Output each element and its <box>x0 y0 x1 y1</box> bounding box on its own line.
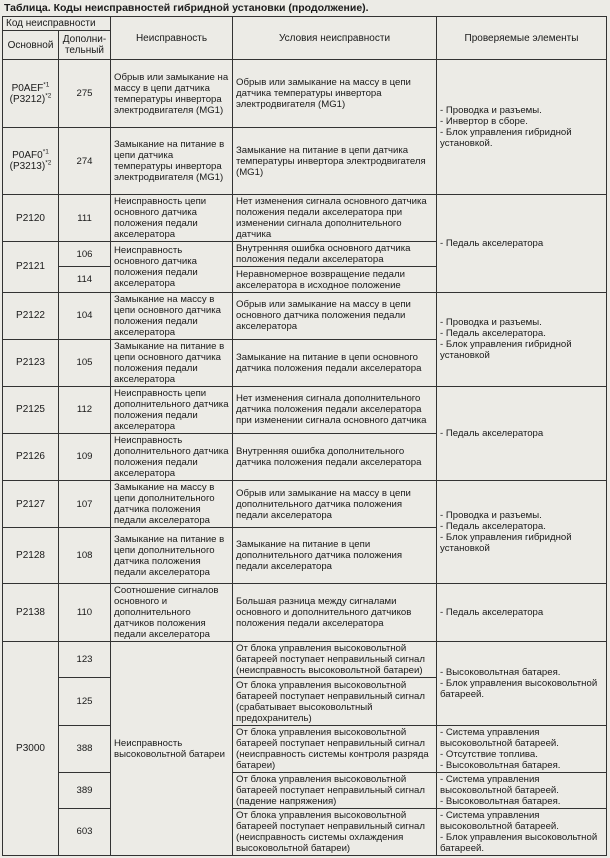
extra-code-cell: 104 <box>59 292 111 339</box>
main-code-cell: P0AEF$^{*1}$ $(P3212)^{*2}$ <box>3 60 59 128</box>
fault-cell: Замыкание на питание в цепи дополнительного датчика положения педали акселератора <box>111 528 233 584</box>
main-code-cell: P2126 <box>3 433 59 480</box>
condition-cell: От блока управления высоковольтной батареей поступает неправильный сигнал (неисправность системы охлаждения высоковольтной батареи) <box>233 808 437 855</box>
check-item: - Проводка и разъемы. <box>440 510 603 521</box>
check-item: - Система управления высоковольтной батареей. <box>440 774 603 796</box>
condition-cell: От блока управления высоковольтной батареей поступает неправильный сигнал (срабатывает высоковольтный предохранитель) <box>233 678 437 725</box>
extra-code-cell: 111 <box>59 195 111 242</box>
checks-cell <box>437 292 607 386</box>
main-code-cell: P2123 <box>3 339 59 386</box>
table-caption: Таблица. Коды неисправностей гибридной установки (продолжение). <box>4 2 369 14</box>
checks-cell <box>437 480 607 583</box>
fault-cell: Замыкание на питание в цепи основного датчика положения педали акселератора <box>111 339 233 386</box>
extra-code-cell: 388 <box>59 725 111 772</box>
checks-cell <box>437 60 607 195</box>
checks-cell <box>437 725 607 772</box>
extra-code-cell: 114 <box>59 267 111 292</box>
condition-cell: Внутренняя ошибка основного датчика положения педали акселератора <box>233 242 437 267</box>
checks-cell <box>437 195 607 292</box>
extra-code-cell: 389 <box>59 772 111 808</box>
check-item: - Педаль акселератора. <box>440 328 603 339</box>
table-row <box>3 292 607 339</box>
check-item: - Отсутствие топлива. <box>440 749 603 760</box>
checks-cell <box>437 808 607 855</box>
condition-cell: Внутренняя ошибка дополнительного датчика положения педали акселератора <box>233 433 437 480</box>
extra-code-cell: 275 <box>59 60 111 128</box>
fault-cell: Замыкание на массу в цепи дополнительного датчика положения педали акселератора <box>111 480 233 527</box>
condition-cell: Большая разница между сигналами основного и дополнительного датчиков положения педали акселератора <box>233 584 437 642</box>
fault-cell: Неисправность цепи основного датчика положения педали акселератора <box>111 195 233 242</box>
header-condition: Условия неисправности <box>233 17 437 60</box>
header-checks: Проверяемые элементы <box>437 17 607 60</box>
main-code-cell: P2122 <box>3 292 59 339</box>
condition-cell: От блока управления высоковольтной батареей поступает неправильный сигнал (неисправность высоковольтной батареи) <box>233 642 437 678</box>
condition-cell: Замыкание на питание в цепи датчика температуры инвертора электродвигателя (MG1) <box>233 128 437 195</box>
condition-cell: Обрыв или замыкание на массу в цепи дополнительного датчика положения педали акселератора <box>233 480 437 527</box>
table-row <box>3 386 607 433</box>
check-item: - Блок управления гибридной установкой <box>440 339 603 361</box>
checks-cell <box>437 584 607 642</box>
check-item: - Инвертор в сборе. <box>440 116 603 127</box>
fault-cell: Неисправность дополнительного датчика положения педали акселератора <box>111 433 233 480</box>
condition-cell: Нет изменения сигнала дополнительного датчика положения педали акселератора при изменении сигнала основного датчика <box>233 386 437 433</box>
table-row <box>3 195 607 242</box>
extra-code-cell: 110 <box>59 584 111 642</box>
fault-cell: Обрыв или замыкание на массу в цепи датчика температуры инвертора электродвигателя (MG1) <box>111 60 233 128</box>
fault-codes-table <box>2 16 607 856</box>
table-row <box>3 642 607 678</box>
table-row <box>3 725 607 772</box>
extra-code-cell: 274 <box>59 128 111 195</box>
check-item: - Педаль акселератора <box>440 607 603 618</box>
extra-code-cell: 125 <box>59 678 111 725</box>
main-code-cell: P3000 <box>3 642 59 856</box>
table-row <box>3 584 607 642</box>
condition-cell: Обрыв или замыкание на массу в цепи датчика температуры инвертора электродвигателя (MG1) <box>233 60 437 128</box>
condition-cell: Замыкание на питание в цепи дополнительного датчика положения педали акселератора <box>233 528 437 584</box>
table-row <box>3 772 607 808</box>
extra-code-cell: 603 <box>59 808 111 855</box>
extra-code-cell: 105 <box>59 339 111 386</box>
condition-cell: Неравномерное возвращение педали акселератора в исходное положение <box>233 267 437 292</box>
main-code-cell: P2128 <box>3 528 59 584</box>
check-item: - Блок управления гибридной установкой <box>440 532 603 554</box>
condition-cell: От блока управления высоковольтной батареей поступает неправильный сигнал (неисправность системы контроля разряда батареи) <box>233 725 437 772</box>
table-row <box>3 480 607 527</box>
check-item: - Высоковольтная батарея. <box>440 760 603 771</box>
check-item: - Проводка и разъемы. <box>440 105 603 116</box>
check-item: - Педаль акселератора <box>440 428 603 439</box>
check-item: - Блок управления высоковольтной батареей. <box>440 678 603 700</box>
main-code-cell: P2120 <box>3 195 59 242</box>
fault-cell: Соотношение сигналов основного и дополнительного датчиков положения педали акселератора <box>111 584 233 642</box>
extra-code-cell: 109 <box>59 433 111 480</box>
check-item: - Педаль акселератора. <box>440 521 603 532</box>
fault-cell: Неисправность цепи дополнительного датчика положения педали акселератора <box>111 386 233 433</box>
main-code-cell: P2125 <box>3 386 59 433</box>
extra-code-cell: 123 <box>59 642 111 678</box>
check-item: - Блок управления гибридной установкой. <box>440 127 603 149</box>
extra-code-cell: 112 <box>59 386 111 433</box>
main-code-cell: P2127 <box>3 480 59 527</box>
condition-cell: Замыкание на питание в цепи основного датчика положения педали акселератора <box>233 339 437 386</box>
check-item: - Проводка и разъемы. <box>440 317 603 328</box>
check-item: - Система управления высоковольтной батареей. <box>440 810 603 832</box>
fault-cell: Неисправность высоковольтной батареи <box>111 642 233 856</box>
extra-code-cell: 108 <box>59 528 111 584</box>
extra-code-cell: 106 <box>59 242 111 267</box>
header-code-group: Код неисправности <box>3 17 111 31</box>
check-item: - Система управления высоковольтной батареей. <box>440 727 603 749</box>
checks-cell <box>437 386 607 480</box>
table-row <box>3 808 607 855</box>
header-extra: Дополни-тельный <box>59 31 111 60</box>
table-row <box>3 60 607 128</box>
header-main: Основной <box>3 31 59 60</box>
fault-cell: Замыкание на массу в цепи основного датчика положения педали акселератора <box>111 292 233 339</box>
fault-cell: Неисправность основного датчика положения педали акселератора <box>111 242 233 292</box>
check-item: - Высоковольтная батарея. <box>440 667 603 678</box>
check-item: - Блок управления высоковольтной батареей. <box>440 832 603 854</box>
fault-cell: Замыкание на питание в цепи датчика температуры инвертора электродвигателя (MG1) <box>111 128 233 195</box>
main-code-cell: P2138 <box>3 584 59 642</box>
header-fault: Неисправность <box>111 17 233 60</box>
condition-cell: Обрыв или замыкание на массу в цепи основного датчика положения педали акселератора <box>233 292 437 339</box>
condition-cell: Нет изменения сигнала основного датчика положения педали акселератора при изменении сигнала дополнительного датчика <box>233 195 437 242</box>
checks-cell <box>437 642 607 725</box>
main-code-cell: P0AF0$^{*1}$ $(P3213)^{*2}$ <box>3 128 59 195</box>
condition-cell: От блока управления высоковольтной батареей поступает неправильный сигнал (падение напряжения) <box>233 772 437 808</box>
main-code-cell: P2121 <box>3 242 59 292</box>
check-item: - Высоковольтная батарея. <box>440 796 603 807</box>
extra-code-cell: 107 <box>59 480 111 527</box>
checks-cell <box>437 772 607 808</box>
check-item: - Педаль акселератора <box>440 238 603 249</box>
